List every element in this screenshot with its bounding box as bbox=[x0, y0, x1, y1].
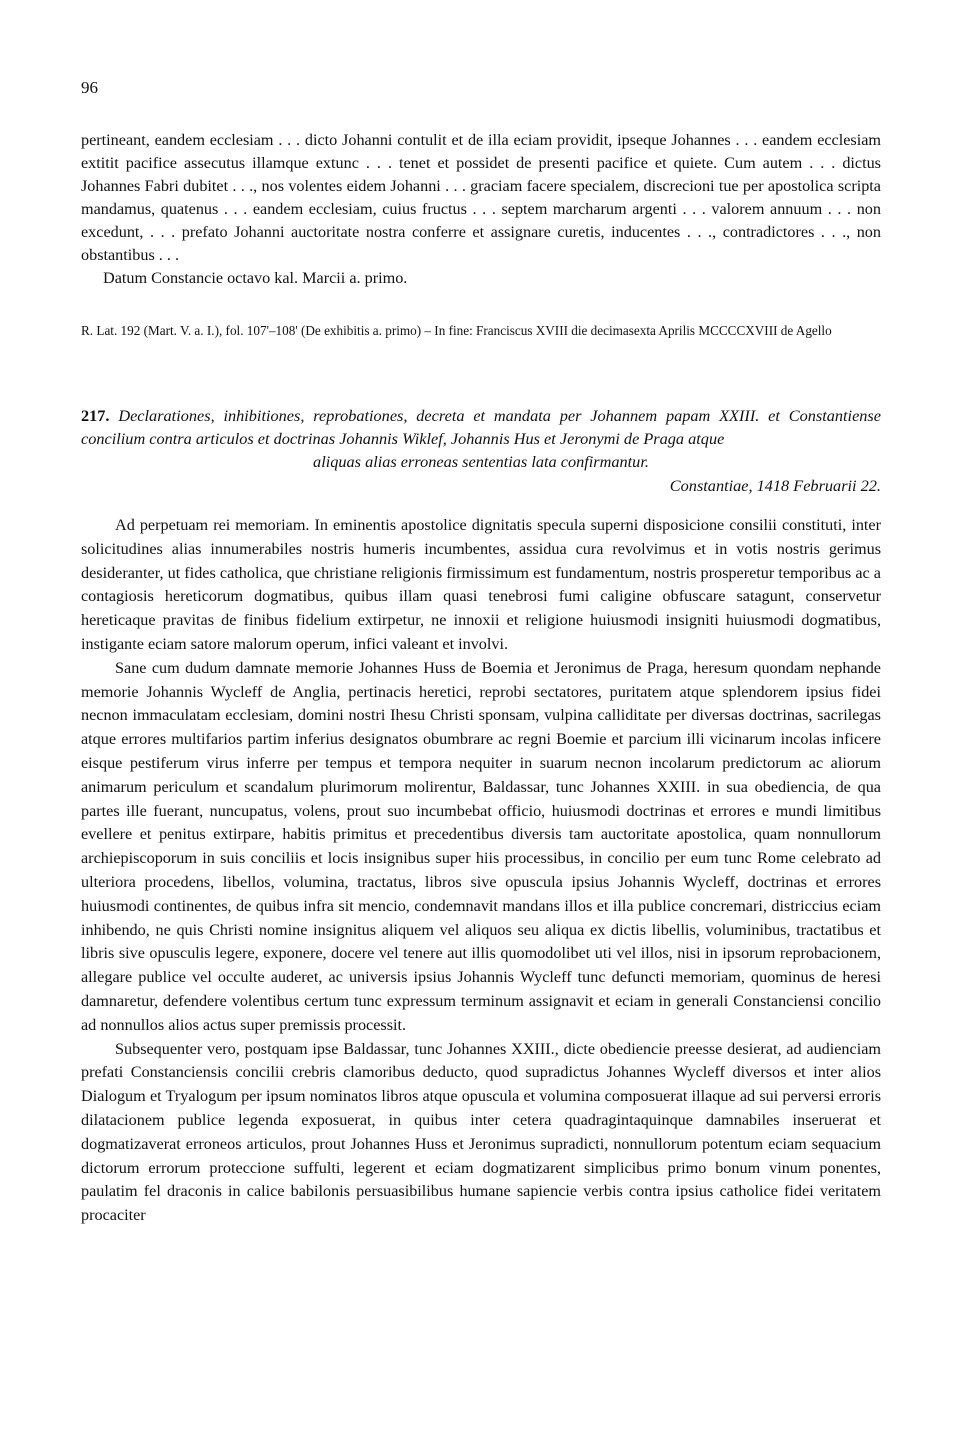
document-title bbox=[81, 404, 881, 450]
document-body bbox=[81, 514, 881, 1228]
previous-document-paragraph: pertineant, eandem ecclesiam . . . dicto Johanni contulit et de illa eciam providit, ipseque Johannes . . . eandem ecclesiam extitit pacifice assecutus illamque extunc . . . tenet et possidet de presenti pacifice et quiete. Cum autem . . . dictus Johannes Fabri dubitet . . ., nos volentes eidem Johanni . . . graciam facere specialem, discrecioni tue per apostolica scripta mandamus, quatenus . . . eandem ecclesiam, cuius fructus . . . septem marcharum argenti . . . valorem annuum . . . non excedunt, . . . prefato Johanni auctoritate nostra conferre et assignare curetis, inducentes . . ., contradictores . . ., non obstantibus . . . bbox=[81, 131, 881, 264]
previous-document-text bbox=[81, 129, 881, 290]
source-note bbox=[81, 320, 881, 341]
document-title-main: Declarationes, inhibitiones, reprobationes, decreta et mandata per Johannem papam XXIII. et Constantiense concilium contra articulos et doctrinas Johannis Wiklef, Johannis Hus et Jeronymi de Praga atque bbox=[81, 406, 881, 448]
source-note-text: R. Lat. 192 (Mart. V. a. I.), fol. 107'–108' (De exhibitis a. primo) – In fine: Franciscus XVIII die decimasexta Aprilis MCCCCXVIII de Agello bbox=[81, 323, 832, 338]
document-number: 217. bbox=[81, 406, 110, 425]
body-paragraph: Subsequenter vero, postquam ipse Baldassar, tunc Johannes XXIII., dicte obediencie preesse desierat, ad audienciam prefati Constanciensis concilii crebris clamoribus deducto, quod supradictus Johannes Wycleff diversos et inter alios Dialogum et Tryalogum per ipsum nominatos libros atque opuscula et volumina composuerat illaque ad sui perversi erroris dilatacionem publice legenda exposuerat, in quibus inter cetera quadragintaquinque damnabiles inseruerat et dogmatizaverat erroneos articulos, prout Johannes Huss et Jeronimus supradicti, nonnullorum potentum eciam sequacium dictorum errorum proteccione suffulti, legerent et eciam dogmatizarent simplicibus primo bonum vinum ponentes, paulatim fel draconis in calice babilonis persuasibilibus humane sapiencie verbis contra ipsius catholice fidei veritatem procaciter bbox=[81, 1039, 881, 1225]
place-date: Constantiae, 1418 Februarii 22. bbox=[669, 476, 881, 495]
datum-line: Datum Constancie octavo kal. Marcii a. primo. bbox=[103, 269, 408, 287]
body-paragraph: Ad perpetuam rei memoriam. In eminentis apostolice dignitatis specula superni disposicione consilii constituti, inter solicitudines alias innumerabiles nostris humeris incumbentes, assidua cura revolvimus et in votis nostris gerimus desideranter, ut fides catholica, que christiane religionis firmissimum est fundamentum, nostris prosperetur temporibus ac a contagiosis hereticorum dogmatibus, quibus illam quasi tenebrosi fumi caligine obfuscare satagunt, conservetur hereticaque pravitas de finibus fidelium extirpetur, ne innoxii et religione huiusmodi insigniti huiusmodi dogmatibus, instigante eciam satore malorum operum, infici valeant et involvi. bbox=[81, 516, 881, 653]
document-title-last-line: aliquas alias erroneas sententias lata confirmantur. bbox=[313, 452, 649, 471]
page-number: 96 bbox=[81, 78, 98, 97]
body-paragraph: Sane cum dudum damnate memorie Johannes Huss de Boemia et Jeronimus de Praga, heresum quondam nephande memorie Johannis Wycleff de Anglia, pertinacis heretici, reprobi sectatores, puritatem atque splendorem ipsius fidei necnon immaculatam ecclesiam, domini nostri Ihesu Christi sponsam, vulpina calliditate per diversas doctrinas, sacrilegas atque errores multifarios partim inferius designatos obumbrare ac regni Boemie et parcium illi vicinarum incolas inficere eisque pestiferum virus inferre per tempus et tempora nequiter in suarum necnon incolarum predictorum ac aliorum animarum periculum et scandalum plurimorum molirentur, Baldassar, tunc Johannes XXIII. in sua obediencia, de qua partes ille fuerant, nuncupatus, volens, prout suo incumbebat officio, huiusmodi doctrinas et errores e mundi limitibus evellere et penitus extirpare, habitis primitus et precedentibus diversis tam auctoritate apostolica, quam nonnullorum archiepiscoporum in suis conciliis et locis insignibus super hiis processibus, in concilio per eum tunc Rome celebrato ad ulteriora procedens, libellos, volumina, tractatus, libros sive opuscula ipsius Johannis Wycleff, doctrinas et errores huiusmodi continentes, de quibus infra sit mencio, condemnavit mandans illos et illa publice concremari, districcius eciam inhibendo, ne quis Christi nomine insignitus aliquem vel aliquos seu aliqua ex dictis libellis, voluminibus, tractatibus et libris sive opusculis legere, exponere, docere vel tenere aut illis quomodolibet uti vel illos, nisi in ipsorum reprobacionem, allegare publice vel occulte auderet, ac universis ipsius Johannis Wycleff tunc defuncti memoriam, quominus de heresi damnaretur, defendere volentibus certum tunc expressum terminum assignavit et eciam in generali Constanciensi concilio ad nonnullos alios actus super premissis processit. bbox=[81, 658, 881, 1034]
document-heading bbox=[81, 404, 881, 497]
